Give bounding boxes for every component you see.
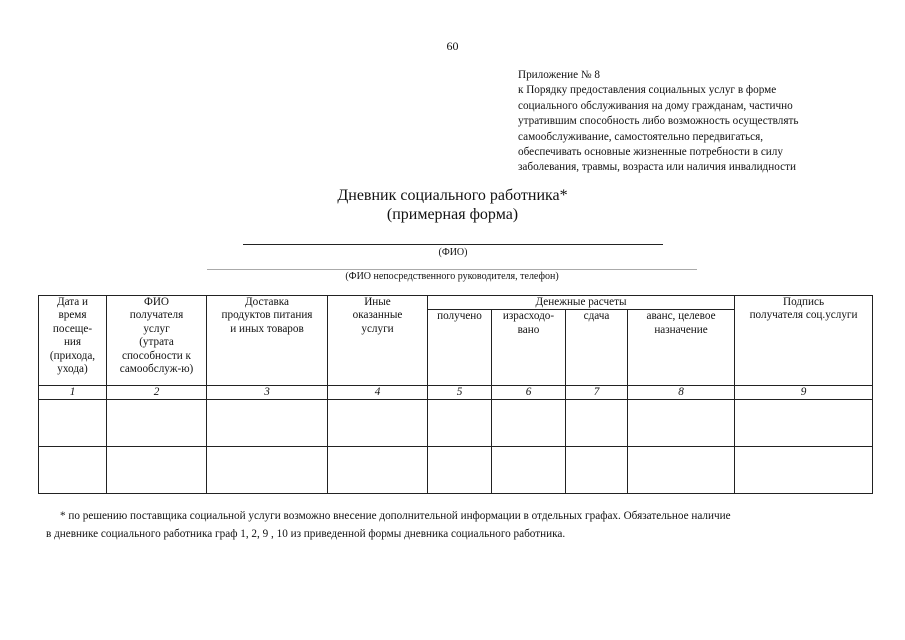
title-line: Дневник социального работника* (337, 187, 568, 204)
appendix-line: обеспечивать основные жизненные потребности в силу (518, 146, 783, 159)
column-number: 6 (492, 386, 566, 400)
table-cell[interactable] (107, 447, 207, 494)
table-cell[interactable] (107, 400, 207, 447)
table-cell[interactable] (566, 400, 628, 447)
header-date: Дата и время посеще- ния (прихода, ухода) (39, 296, 107, 386)
table-cell[interactable] (428, 400, 492, 447)
appendix-line: утратившим способность либо возможность осуществлять (518, 115, 799, 128)
header-other-services: Иные оказанные услуги (328, 296, 428, 386)
table-cell[interactable] (328, 400, 428, 447)
document-title (0, 186, 905, 224)
table-row (39, 447, 873, 494)
subtitle-line: (примерная форма) (386, 206, 519, 223)
manager-caption: (ФИО непосредственного руководителя, телефон) (345, 271, 559, 282)
table-cell[interactable] (628, 447, 735, 494)
column-number: 5 (428, 386, 492, 400)
column-number: 9 (735, 386, 873, 400)
fio-signature-line (243, 244, 663, 245)
appendix-line: заболевания, травмы, возраста или наличия инвалидности (518, 161, 796, 174)
header-received: получено (428, 310, 492, 386)
table-cell[interactable] (207, 447, 328, 494)
header-money: Денежные расчеты (428, 296, 735, 310)
header-spent: израсходо- вано (492, 310, 566, 386)
appendix-line: к Порядку предоставления социальных услуг в форме (518, 84, 777, 97)
appendix-line: Приложение № 8 (518, 69, 600, 81)
table-cell[interactable] (735, 447, 873, 494)
column-number: 1 (39, 386, 107, 400)
column-number-row (39, 386, 873, 400)
column-number: 4 (328, 386, 428, 400)
appendix-line: социального обслуживания на дому гражданам, частично (518, 99, 793, 112)
table-cell[interactable] (39, 447, 107, 494)
header-fio: ФИО получателя услуг (утрата способности к самообслуж-ю) (107, 296, 207, 386)
header-signature: Подпись получателя соц.услуги (735, 296, 873, 386)
table-row (39, 400, 873, 447)
page-number: 60 (446, 39, 459, 53)
header-delivery: Доставка продуктов питания и иных товаров (207, 296, 328, 386)
table-cell[interactable] (492, 400, 566, 447)
fio-caption: (ФИО) (438, 247, 468, 258)
footnote-line: в дневнике социального работника граф 1, 2, 9 , 10 из приведенной формы дневника социального работника. (46, 528, 566, 540)
column-number: 2 (107, 386, 207, 400)
header-advance: аванс, целевое назначение (628, 310, 735, 386)
table-cell[interactable] (735, 400, 873, 447)
header-change: сдача (566, 310, 628, 386)
diary-table (38, 295, 873, 494)
table-cell[interactable] (492, 447, 566, 494)
footnote-line: * по решению поставщика социальной услуги возможно внесение дополнительной информации в отдельных графах. Обязательное наличие (60, 510, 731, 522)
header-row (39, 296, 873, 310)
table-cell[interactable] (628, 400, 735, 447)
column-number: 3 (207, 386, 328, 400)
appendix-line: самообслуживание, самостоятельно передвигаться, (518, 130, 764, 143)
column-number: 7 (566, 386, 628, 400)
table-cell[interactable] (39, 400, 107, 447)
manager-signature-line (207, 269, 697, 270)
table-cell[interactable] (428, 447, 492, 494)
table-cell[interactable] (207, 400, 328, 447)
column-number: 8 (628, 386, 735, 400)
appendix-block (518, 68, 878, 176)
table-cell[interactable] (566, 447, 628, 494)
footnote (46, 507, 856, 543)
table-cell[interactable] (328, 447, 428, 494)
